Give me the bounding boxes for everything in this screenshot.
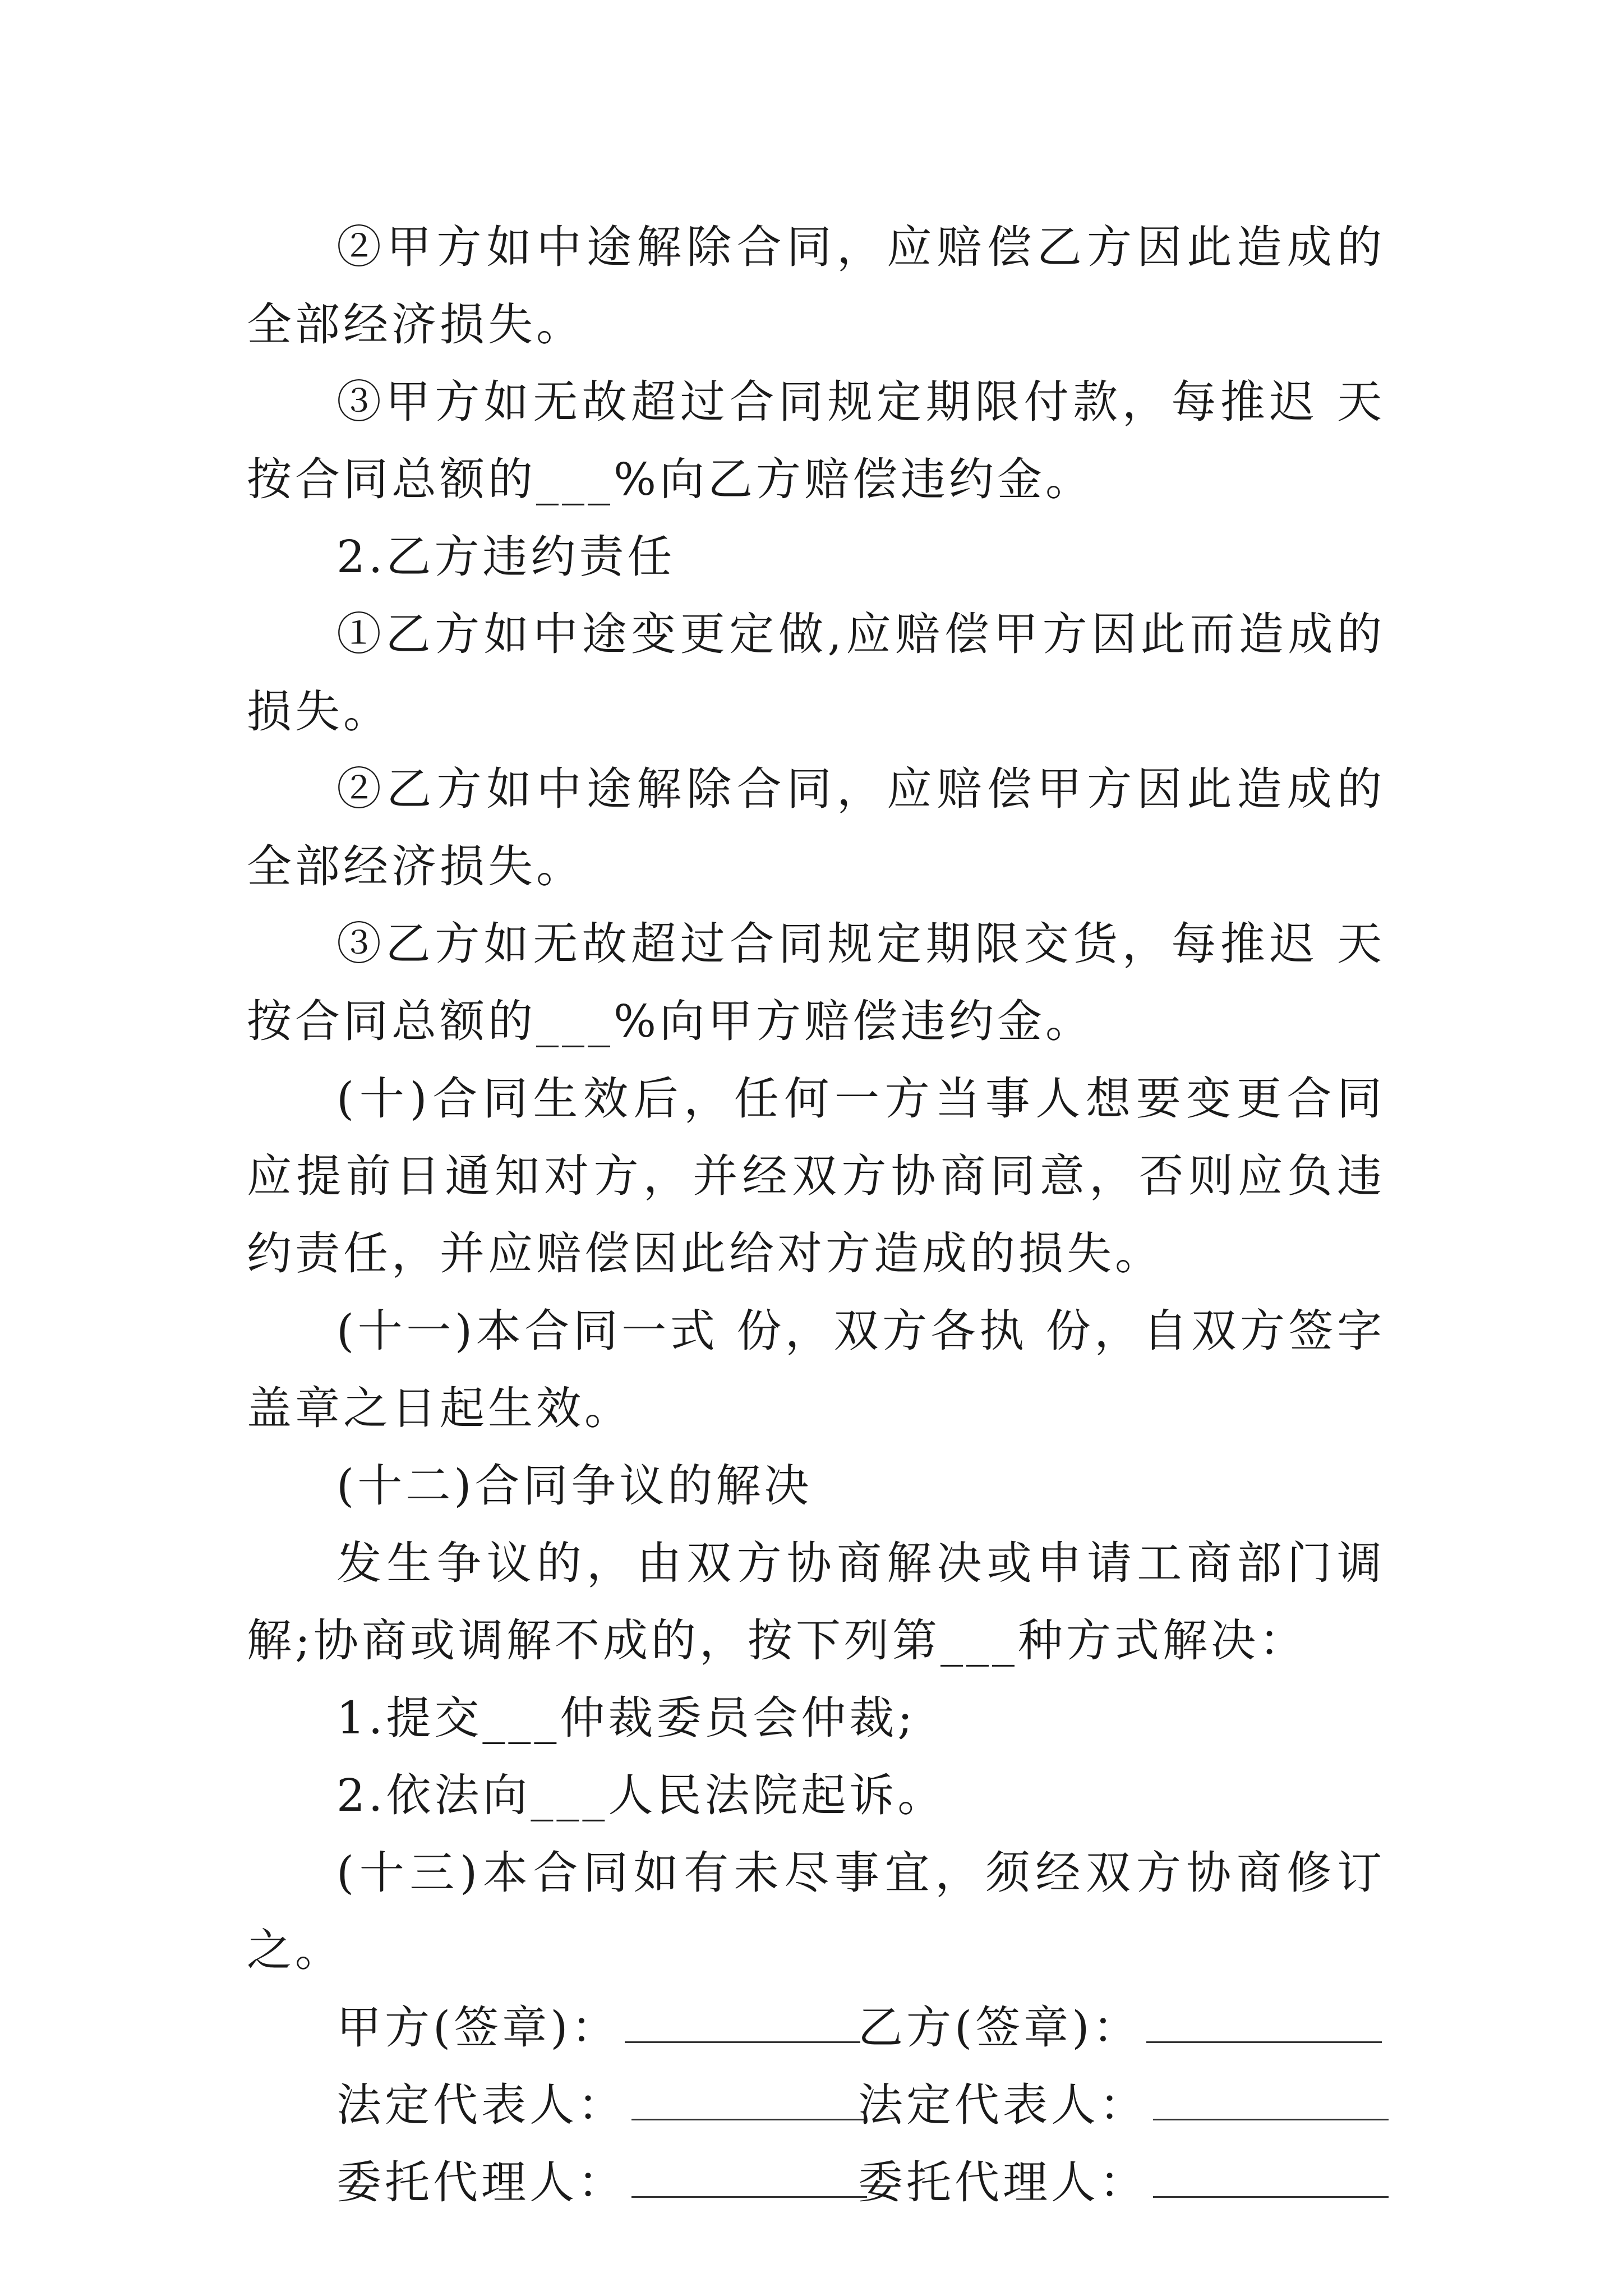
contract-body: [247, 209, 1385, 2221]
party-b-seal-blank[interactable]: [1146, 2001, 1382, 2043]
clause-12-heading: (十二)合同争议的解决: [336, 1460, 813, 1512]
clause-party-b-change: ①乙方如中途变更定做,应赔偿甲方因此而造成的损失。: [247, 608, 1385, 738]
signature-row-agent: [336, 2144, 1385, 2221]
clause-11-copies: (十一)本合同一式 份，双方各执 份，自双方签字盖章之日起生效。: [247, 1305, 1385, 1434]
clause-party-a-termination: ②甲方如中途解除合同，应赔偿乙方因此造成的全部经济损失。: [247, 221, 1385, 351]
party-a-legal-rep-label: 法定代表人：: [336, 2079, 626, 2131]
signature-row-seal: [336, 1989, 1385, 2067]
party-b-legal-rep-label: 法定代表人：: [858, 2079, 1147, 2131]
signature-row-legal-rep: [336, 2067, 1385, 2144]
clause-13-misc: (十三)本合同如有未尽事宜，须经双方协商修订之。: [247, 1847, 1385, 1976]
party-a-seal-blank[interactable]: [625, 2001, 860, 2043]
clause-12-option-court: 2.依法向___人民法院起诉。: [336, 1769, 946, 1821]
party-a-legal-rep-blank[interactable]: [631, 2078, 867, 2120]
party-b-seal-label: 乙方(签章)：: [858, 2001, 1141, 2054]
clause-party-a-late-payment: ③甲方如无故超过合同规定期限付款，每推迟 天按合同总额的___%向乙方赔偿违约金。: [247, 376, 1385, 505]
party-b-legal-rep-blank[interactable]: [1153, 2078, 1389, 2120]
party-a-agent: [336, 2144, 867, 2221]
party-b-legal-rep: [858, 2067, 1389, 2144]
clause-12-option-arbitration: 1.提交___仲裁委员会仲裁;: [336, 1692, 916, 1744]
party-a-legal-rep: [336, 2067, 867, 2144]
party-b-seal: [858, 1989, 1382, 2067]
clause-12-dispute: 发生争议的，由双方协商解决或申请工商部门调解;协商或调解不成的，按下列第___种方式解决：: [247, 1537, 1385, 1667]
clause-party-b-termination: ②乙方如中途解除合同，应赔偿甲方因此造成的全部经济损失。: [247, 763, 1385, 892]
party-a-agent-blank[interactable]: [631, 2156, 867, 2198]
party-b-agent-label: 委托代理人：: [858, 2156, 1147, 2208]
party-a-seal-label: 甲方(签章)：: [336, 2001, 620, 2054]
party-b-agent-blank[interactable]: [1153, 2156, 1389, 2198]
section-heading-party-b-liability: 2.乙方违约责任: [336, 531, 676, 583]
party-b-agent: [858, 2144, 1389, 2221]
party-a-seal: [336, 1989, 860, 2067]
clause-party-b-late-delivery: ③乙方如无故超过合同规定期限交货，每推迟 天按合同总额的___%向甲方赔偿违约金。: [247, 918, 1385, 1047]
clause-10-amendment: (十)合同生效后，任何一方当事人想要变更合同应提前日通知对方，并经双方协商同意，否则应负违约责任，并应赔偿因此给对方造成的损失。: [247, 1073, 1385, 1280]
party-a-agent-label: 委托代理人：: [336, 2156, 626, 2208]
